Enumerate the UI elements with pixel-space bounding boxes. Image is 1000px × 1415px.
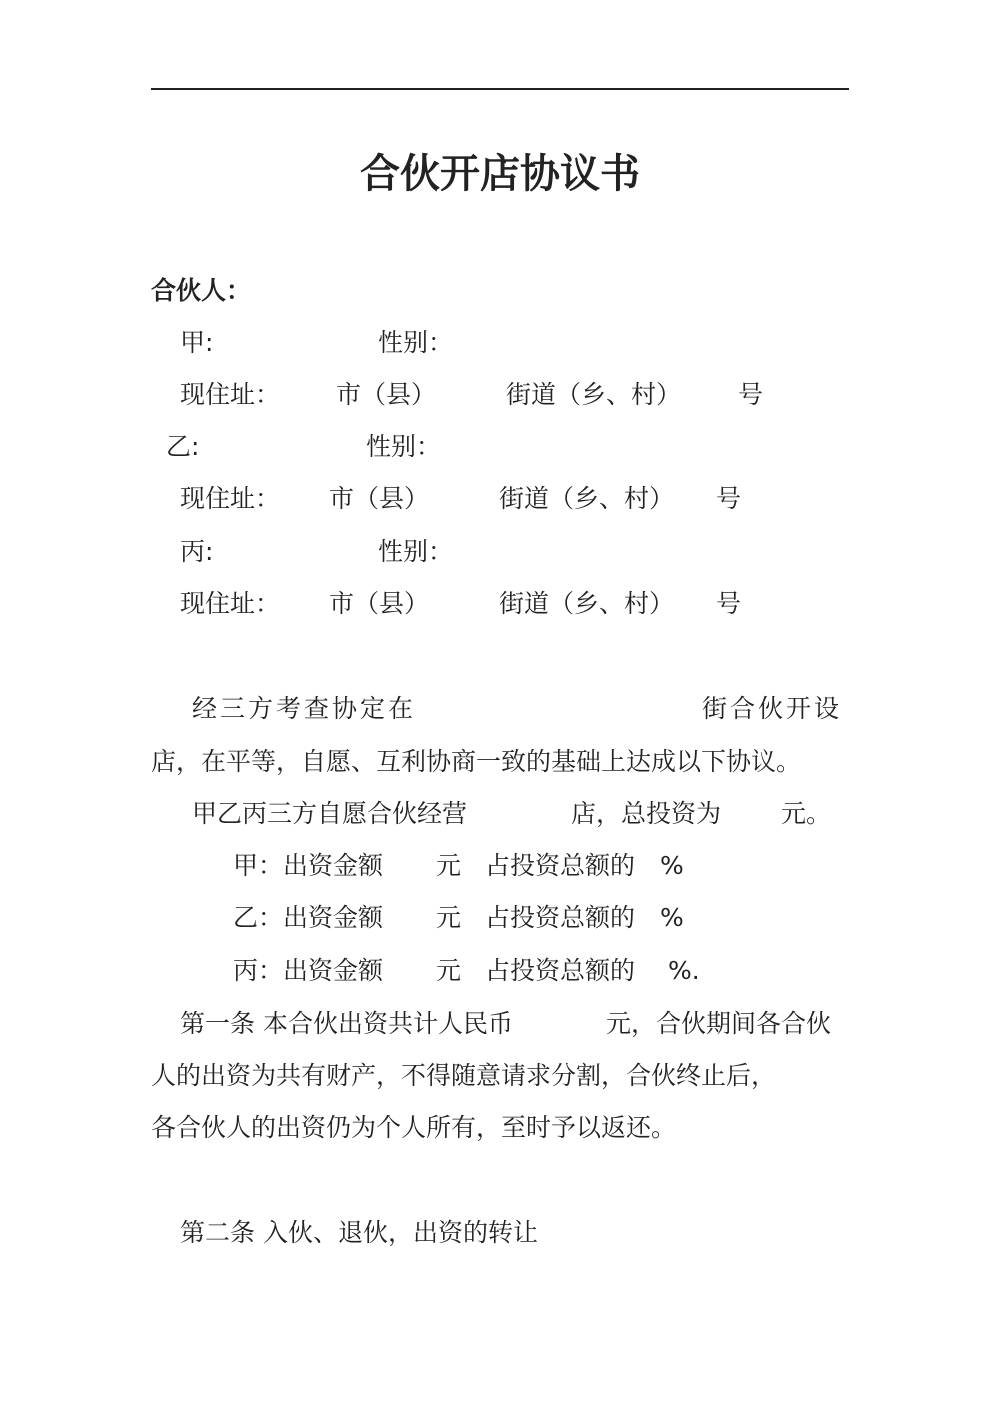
share-c-pct: %. bbox=[668, 956, 700, 985]
share-b-ratio: 占投资总额的 bbox=[485, 903, 636, 932]
document-title: 合伙开店协议书 bbox=[360, 151, 640, 197]
partner-b-number: 号 bbox=[716, 484, 742, 513]
invest-text-start: 甲乙丙三方自愿合伙经营 bbox=[192, 799, 468, 828]
share-b-pct: % bbox=[660, 903, 684, 932]
share-a-label: 甲：出资金额 bbox=[233, 851, 384, 880]
share-c-yuan: 元 bbox=[436, 956, 462, 985]
partner-a-name-label: 甲: bbox=[180, 328, 214, 357]
intro-text-end: 街合伙开设 bbox=[702, 694, 843, 723]
article1-text-line3: 各合伙人的出资仍为个人所有，至时予以返还。 bbox=[151, 1113, 677, 1142]
article1-text-line2: 人的出资为共有财产，不得随意请求分割，合伙终止后， bbox=[151, 1061, 777, 1090]
share-a-yuan: 元 bbox=[436, 851, 462, 880]
partner-a-address-label: 现住址： bbox=[180, 380, 281, 409]
partner-c-address-label: 现住址： bbox=[180, 589, 281, 618]
share-b-yuan: 元 bbox=[436, 903, 462, 932]
partner-a-number: 号 bbox=[738, 380, 764, 409]
partner-b-gender-label: 性别： bbox=[366, 432, 442, 461]
partner-a-street: 街道（乡、村） bbox=[506, 380, 682, 409]
partner-c-number: 号 bbox=[716, 589, 742, 618]
partner-a-city: 市（县） bbox=[336, 380, 437, 409]
partner-b-address-label: 现住址： bbox=[180, 484, 281, 513]
share-b-label: 乙：出资金额 bbox=[233, 903, 384, 932]
partner-c-name-label: 丙: bbox=[180, 537, 214, 566]
share-c-label: 丙：出资金额 bbox=[233, 956, 384, 985]
share-a-pct: % bbox=[660, 851, 684, 880]
partner-c-gender-label: 性别： bbox=[378, 537, 454, 566]
partner-b-street: 街道（乡、村） bbox=[499, 484, 675, 513]
invest-text-end: 元。 bbox=[781, 799, 832, 828]
partner-b-name-label: 乙: bbox=[166, 432, 200, 461]
partner-c-street: 街道（乡、村） bbox=[499, 589, 675, 618]
partner-a-gender-label: 性别： bbox=[378, 328, 454, 357]
partners-heading: 合伙人： bbox=[151, 276, 252, 305]
article2-heading: 第二条 入伙、退伙，出资的转让 bbox=[180, 1218, 538, 1247]
partner-c-city: 市（县） bbox=[329, 589, 430, 618]
article1-text-start: 第一条 本合伙出资共计人民币 bbox=[180, 1009, 513, 1038]
share-c-ratio: 占投资总额的 bbox=[485, 956, 636, 985]
partner-b-city: 市（县） bbox=[329, 484, 430, 513]
invest-text-middle: 店，总投资为 bbox=[571, 799, 722, 828]
header-rule bbox=[151, 88, 849, 90]
intro-text-start: 经三方考查协定在 bbox=[192, 694, 417, 723]
intro-text-line2: 店，在平等，自愿、互利协商一致的基础上达成以下协议。 bbox=[151, 747, 802, 776]
share-a-ratio: 占投资总额的 bbox=[485, 851, 636, 880]
article1-text-end: 元，合伙期间各合伙 bbox=[606, 1009, 832, 1038]
